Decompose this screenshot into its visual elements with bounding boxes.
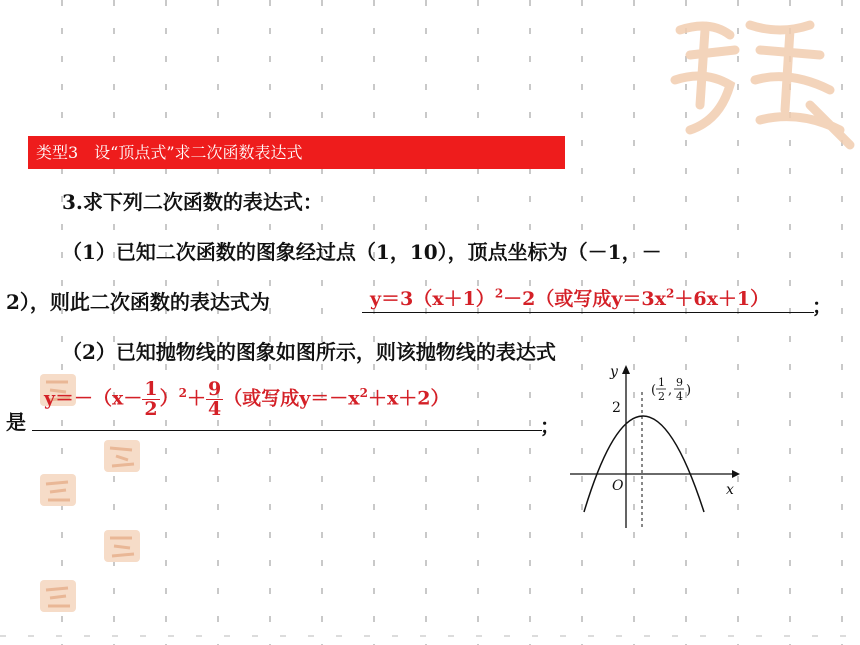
y-intercept-label: 2	[612, 400, 621, 416]
section-banner: 类型3 设“顶点式”求二次函数表达式	[28, 136, 565, 169]
seal-watermark-small	[38, 578, 78, 614]
fraction-nine-fourths: $\frac{9}{4}$	[208, 378, 222, 420]
seal-watermark-large	[660, 10, 860, 160]
part2-end: ；	[540, 414, 560, 438]
svg-text:): )	[686, 383, 692, 398]
origin-label: O	[612, 478, 624, 494]
x-axis-arrow	[732, 470, 740, 478]
parabola-graph	[566, 362, 746, 532]
svg-text:,: ,	[668, 383, 673, 398]
seal-watermark-small	[102, 438, 142, 474]
part1-answer: $y=3(x+1)^2-2$（或写成$y=3x^2+6x+1$）	[370, 286, 770, 310]
part1-end: ；	[812, 294, 832, 318]
vertex-y-num: 9	[676, 376, 683, 389]
vertex-y-den: 4	[676, 390, 683, 403]
y-axis-arrow	[622, 365, 630, 374]
vertex-x-num: 1	[658, 376, 665, 389]
x-axis-label: x	[726, 482, 734, 498]
y-axis-label: y	[610, 364, 618, 380]
part2-prefix: 是	[6, 410, 26, 434]
seal-watermark-small	[38, 472, 78, 508]
part1-prefix: 2），则此二次函数的表达式为	[6, 290, 270, 314]
question-title: 3.求下列二次函数的表达式：	[62, 190, 323, 214]
part1-text-line1: （1）已知二次函数的图象经过点（1，10），顶点坐标为（－1，－	[62, 240, 662, 264]
svg-text:(: (	[651, 383, 657, 398]
part2-text-line1: （2）已知抛物线的图象如图所示，则该抛物线的表达式	[62, 340, 556, 364]
seal-watermark-small	[102, 528, 142, 564]
part2-answer: y＝－（x－ $\frac{1}{2}$ ）$^2$＋ $\frac{9}{4}$ （或写成$y=-x^2+x+2$）	[44, 378, 450, 420]
part1-answer-underline	[362, 312, 814, 313]
parabola-curve	[584, 416, 704, 512]
fraction-one-half: $\frac{1}{2}$	[144, 378, 158, 420]
vertex-x-den: 2	[658, 390, 665, 403]
part2-answer-underline	[32, 430, 542, 431]
part1-text-line2	[6, 286, 270, 315]
